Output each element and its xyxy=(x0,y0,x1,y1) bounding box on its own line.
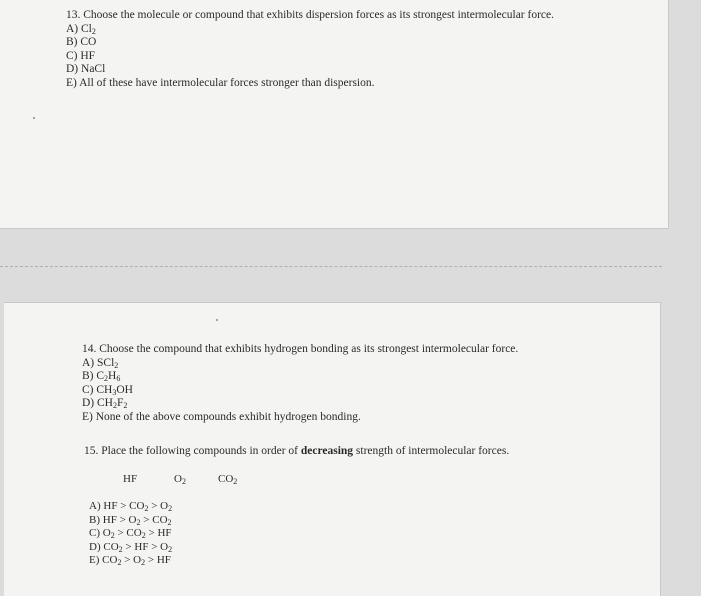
question-13 xyxy=(66,9,554,91)
option-letter: D) xyxy=(89,540,104,553)
subscript: 2 xyxy=(181,477,186,486)
option-text: None of the above compounds exhibit hydrogen bonding. xyxy=(95,410,361,423)
subscript: 2 xyxy=(123,401,128,411)
question-13-options xyxy=(66,23,554,91)
q15-option-c xyxy=(89,527,172,541)
q15-option-d xyxy=(89,541,172,555)
option-text: CO xyxy=(80,36,97,49)
option-letter: E) xyxy=(82,410,96,423)
subscript: 3 xyxy=(112,387,117,397)
option-text: Cl xyxy=(81,22,92,35)
q13-option-a xyxy=(66,23,554,37)
subscript: 2 xyxy=(113,401,117,411)
compound-0: HF xyxy=(123,473,138,485)
option-letter: E) xyxy=(89,554,103,567)
q15-option-b xyxy=(89,514,172,528)
option-letter: D) xyxy=(82,397,98,410)
option-text: F xyxy=(117,397,124,410)
option-letter: C) xyxy=(82,383,97,396)
option-letter: B) xyxy=(89,513,103,526)
option-letter: B) xyxy=(66,36,81,49)
q14-option-a xyxy=(82,357,518,371)
q13-option-e xyxy=(66,77,554,91)
question-14-options xyxy=(82,357,518,425)
q15-option-e xyxy=(89,554,172,568)
option-sequence: $CO_2 > O_2$ > HF xyxy=(102,554,171,568)
option-letter: D) xyxy=(66,63,82,76)
question-15-stem: 15. Place the following compounds in order of decreasing strength of intermolecular forces. xyxy=(84,445,510,457)
option-text: OH xyxy=(116,383,133,396)
q14-option-d xyxy=(82,397,518,411)
q14-option-e xyxy=(82,411,518,425)
option-letter: C) xyxy=(66,49,81,62)
option-sequence: $O_2 > CO_2$ > HF xyxy=(102,527,172,541)
q13-option-b xyxy=(66,36,554,50)
option-text: All of these have intermolecular forces stronger than dispersion. xyxy=(79,76,375,89)
q13-option-d xyxy=(66,63,554,77)
compound-2: $CO_2$ xyxy=(218,473,238,486)
option-text: HF xyxy=(80,49,96,62)
emphasis-decreasing: decreasing xyxy=(300,445,354,457)
option-sequence: HF > $CO_2 > O_2$ xyxy=(103,500,173,513)
page-divider xyxy=(0,266,662,267)
question-14-stem: 14. Choose the compound that exhibits hydrogen bonding as its strongest intermolecular force. xyxy=(82,343,519,355)
subscript: 2 xyxy=(233,477,238,486)
option-text: NaCl xyxy=(81,63,106,76)
q13-option-c xyxy=(66,50,554,64)
speck-mark xyxy=(33,117,35,119)
q14-option-c xyxy=(82,384,518,398)
q14-option-b xyxy=(82,370,518,384)
option-sequence: $CO_2$ > HF > $O_2$ xyxy=(103,540,173,554)
option-letter: A) xyxy=(89,500,104,512)
option-text: SCl xyxy=(97,356,115,369)
option-text: CH xyxy=(96,383,113,396)
option-sequence: HF > $O_2 > CO_2$ xyxy=(102,513,172,527)
subscript: 2 xyxy=(114,360,119,370)
option-letter: A) xyxy=(66,22,82,35)
q15-option-a xyxy=(89,500,172,514)
compound-1: $O_2$ xyxy=(174,473,186,486)
subscript: 2 xyxy=(104,374,109,384)
option-text: C xyxy=(96,370,105,383)
speck-mark xyxy=(216,319,218,321)
option-text: CH xyxy=(97,397,113,410)
question-13-stem: 13. Choose the molecule or compound that exhibits dispersion forces as its strongest intermolecular force. xyxy=(66,9,554,21)
question-14 xyxy=(82,343,518,425)
question-15 xyxy=(84,445,509,459)
option-letter: B) xyxy=(82,370,97,383)
option-text: H xyxy=(108,370,117,383)
subscript: 6 xyxy=(116,374,121,384)
compound-list xyxy=(0,473,400,489)
question-15-options xyxy=(89,500,172,568)
option-letter: A) xyxy=(82,356,98,369)
option-letter: E) xyxy=(66,76,80,89)
option-letter: C) xyxy=(89,527,103,540)
subscript: 2 xyxy=(91,26,96,36)
